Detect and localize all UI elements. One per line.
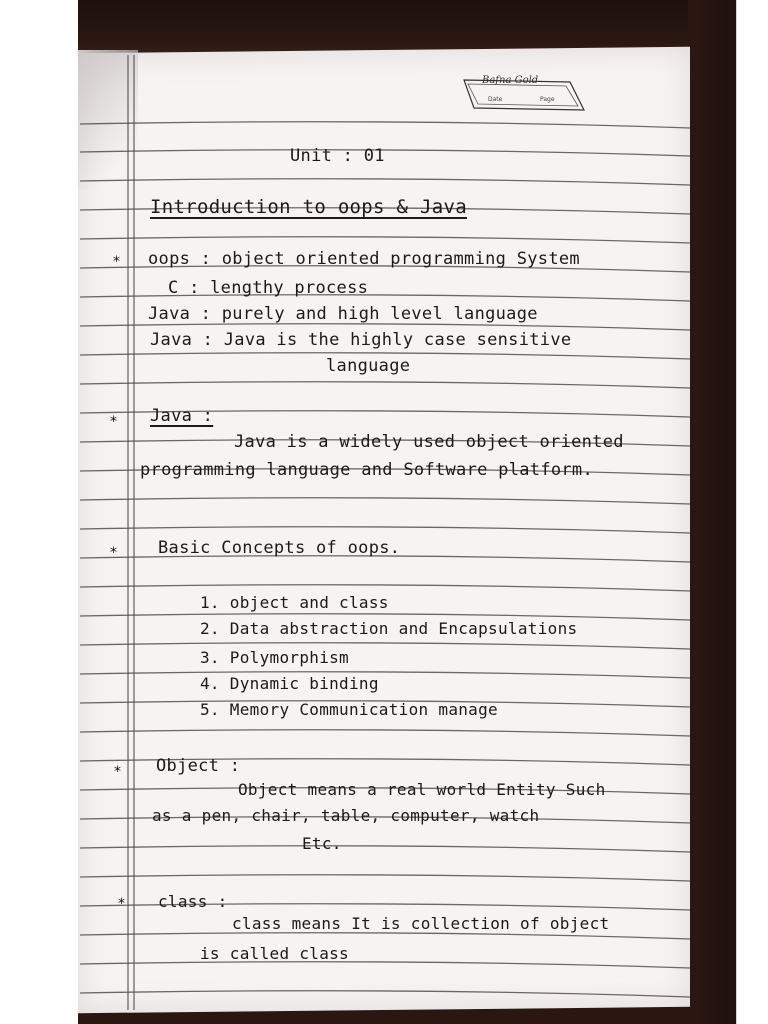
bullet-star: * xyxy=(113,254,120,270)
definition-java-2: Java : Java is the highly case sensitive xyxy=(150,330,572,350)
concept-item: 5. Memory Communication manage xyxy=(200,700,498,719)
class-description-line1: class means It is collection of object xyxy=(232,914,610,933)
java-description-line1: Java is a widely used object oriented xyxy=(234,432,624,452)
object-description-line2: as a pen, chair, table, computer, watch xyxy=(152,806,540,825)
definition-c: C : lengthy process xyxy=(168,278,369,298)
bullet-star: * xyxy=(110,545,117,561)
concept-item: 1. object and class xyxy=(200,593,389,612)
unit-title: Unit : 01 xyxy=(290,146,385,166)
java-description-line2: programming language and Software platform. xyxy=(140,460,593,480)
definition-java-2-cont: language xyxy=(326,356,411,376)
brand-date-label: Date xyxy=(488,96,503,103)
brand-page-label: Page xyxy=(540,96,555,103)
class-section-title: class : xyxy=(158,892,228,911)
page-heading: Introduction to oops & Java xyxy=(150,196,467,218)
object-description-line3: Etc. xyxy=(302,834,342,853)
definition-oops: oops : object oriented programming System xyxy=(148,249,580,269)
brand-name: Bafna Gold xyxy=(482,75,539,86)
bullet-star: * xyxy=(110,414,117,430)
concept-item: 3. Polymorphism xyxy=(200,648,349,667)
object-section-title: Object : xyxy=(156,756,241,776)
concept-item: 4. Dynamic binding xyxy=(200,674,379,693)
bullet-star: * xyxy=(118,896,125,912)
definition-java-1: Java : purely and high level language xyxy=(148,304,538,324)
class-description-line2: is called class xyxy=(200,944,349,963)
object-description-line1: Object means a real world Entity Such xyxy=(238,780,606,799)
java-section-title: Java : xyxy=(150,406,214,426)
bullet-star: * xyxy=(114,764,121,780)
concept-item: 2. Data abstraction and Encapsulations xyxy=(200,619,578,638)
basic-concepts-title: Basic Concepts of oops. xyxy=(158,538,401,558)
